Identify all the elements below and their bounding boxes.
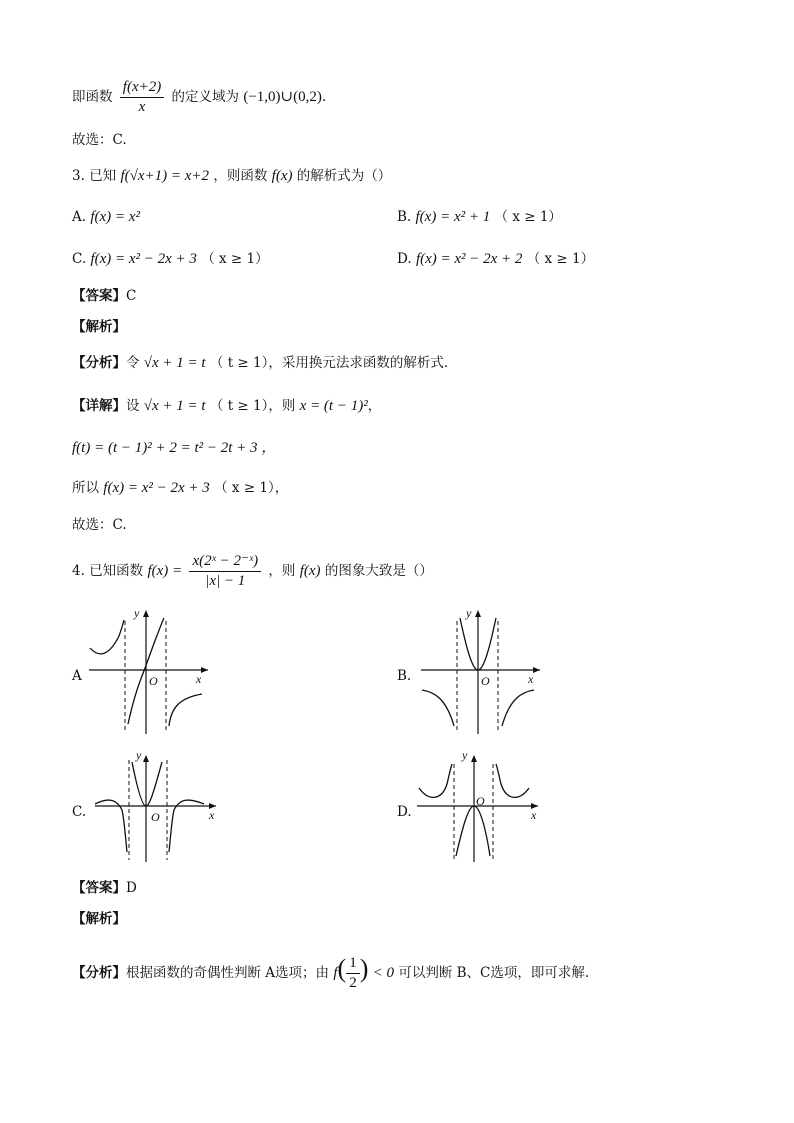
q4-option-a-label: A bbox=[72, 668, 82, 684]
fraction bbox=[189, 552, 261, 591]
text: 根据函数的奇偶性判断 A选项；由 bbox=[126, 965, 330, 981]
math-expression: f(x) bbox=[299, 563, 321, 579]
answer-tag: 【答案】 bbox=[72, 880, 126, 896]
curve-left bbox=[419, 764, 452, 797]
text: 的定义域为 bbox=[171, 89, 240, 105]
text: 的图象大致是（） bbox=[324, 563, 433, 579]
q4-option-b-label: B. bbox=[397, 668, 412, 684]
text: 可以判断 B、C选项，即可求解. bbox=[398, 965, 590, 981]
graph-c-svg bbox=[92, 752, 222, 864]
option-expression: f(x) = x² − 2x + 3 bbox=[90, 251, 197, 267]
question-number: 4. bbox=[72, 563, 85, 579]
math-expression: √x + 1 = t bbox=[143, 398, 206, 414]
x-label: x bbox=[209, 808, 215, 822]
q3-step-2: f(t) = (t − 1)² + 2 = t² − 2t + 3 ， bbox=[72, 440, 277, 456]
curve-right bbox=[502, 690, 534, 726]
option-label: B. bbox=[397, 209, 412, 225]
paren-open: ( bbox=[337, 954, 347, 983]
condition: （ x ≥ 1） bbox=[214, 480, 275, 496]
graph-a-svg bbox=[84, 606, 214, 736]
x-axis-arrow bbox=[533, 667, 540, 673]
fraction-denominator: 2 bbox=[349, 975, 357, 991]
q3-analysis bbox=[72, 353, 448, 373]
x-label: x bbox=[196, 672, 202, 686]
text: ， bbox=[367, 398, 382, 414]
option-label: C. bbox=[72, 251, 87, 267]
q3-option-b bbox=[397, 207, 562, 227]
analysis-tag: 【分析】 bbox=[72, 965, 126, 981]
math-expression: f(x) = x² − 2x + 3 bbox=[103, 480, 210, 496]
text: 所以 bbox=[72, 480, 99, 496]
inequality: < 0 bbox=[372, 965, 395, 981]
answer-tag: 【答案】 bbox=[72, 288, 126, 304]
curve-left bbox=[95, 800, 127, 852]
curve-middle bbox=[132, 762, 162, 806]
graph-b-svg bbox=[416, 606, 546, 736]
text: 的解析式为（） bbox=[296, 168, 392, 184]
math-expression: √x + 1 = t bbox=[143, 355, 206, 371]
fraction-numerator: x(2ˣ − 2⁻ˣ) bbox=[189, 552, 261, 572]
option-expression: f(x) = x² bbox=[90, 209, 140, 225]
answer-value: C bbox=[126, 288, 137, 304]
domain-expression: (−1,0)∪(0,2) bbox=[243, 89, 322, 105]
option-condition: （ x ≥ 1） bbox=[494, 209, 562, 225]
analysis-tag: 【分析】 bbox=[72, 355, 126, 371]
q4-analysis bbox=[72, 954, 589, 993]
option-expression: f(x) = x² + 1 bbox=[415, 209, 491, 225]
math-expression: f(x) bbox=[271, 168, 293, 184]
origin-label: O bbox=[481, 674, 490, 688]
fraction-denominator: x bbox=[138, 99, 146, 115]
domain-conclusion-line bbox=[72, 78, 326, 117]
y-axis-arrow bbox=[143, 610, 149, 617]
fraction-denominator: |x| − 1 bbox=[205, 573, 246, 589]
fraction bbox=[346, 954, 360, 993]
math-expression: x = (t − 1)² bbox=[299, 398, 368, 414]
select-line-1: 故选：C. bbox=[72, 132, 127, 148]
origin-label: O bbox=[151, 810, 160, 824]
function-lhs: f(x) = bbox=[147, 563, 183, 579]
answer-value: D bbox=[126, 880, 137, 896]
q4-graph-c bbox=[92, 748, 222, 864]
q3-answer bbox=[72, 286, 136, 306]
paren-close: ) bbox=[359, 954, 369, 983]
y-label: y bbox=[462, 748, 468, 762]
q4-answer bbox=[72, 878, 137, 898]
option-condition: （ x ≥ 1） bbox=[526, 251, 595, 267]
curve-middle bbox=[456, 806, 490, 856]
question-4 bbox=[72, 552, 433, 591]
q4-graph-a bbox=[84, 606, 214, 736]
y-label: y bbox=[466, 606, 472, 620]
q4-graph-d bbox=[414, 748, 544, 864]
origin-label: O bbox=[149, 674, 158, 688]
y-axis-arrow bbox=[471, 755, 477, 762]
option-expression: f(x) = x² − 2x + 2 bbox=[415, 251, 523, 267]
q4-option-d-label: D. bbox=[397, 804, 412, 820]
detail-tag: 【详解】 bbox=[72, 398, 126, 414]
origin-label: O bbox=[476, 794, 485, 808]
option-label: A. bbox=[72, 209, 87, 225]
select-line-2: 故选：C. bbox=[72, 517, 127, 533]
text: 令 bbox=[126, 355, 140, 371]
text: ，则 bbox=[268, 563, 296, 579]
question-3 bbox=[72, 166, 391, 186]
x-axis-arrow bbox=[201, 667, 208, 673]
q3-option-d bbox=[397, 249, 594, 269]
q4-option-c-label: C. bbox=[72, 804, 87, 820]
x-label: x bbox=[531, 808, 537, 822]
math-f: f bbox=[333, 965, 338, 981]
text: ，则函数 bbox=[213, 168, 268, 184]
fraction-numerator: f(x+2) bbox=[120, 78, 164, 98]
question-number: 3. bbox=[72, 168, 85, 184]
text: 设 bbox=[126, 398, 140, 414]
option-condition: （ x ≥ 1） bbox=[201, 251, 269, 267]
q3-option-a bbox=[72, 207, 140, 227]
text: 即函数 bbox=[72, 89, 113, 105]
condition: （ t ≥ 1） bbox=[209, 355, 269, 371]
math-expression: f(√x+1) = x+2 bbox=[120, 168, 210, 184]
q4-jiexi-tag: 【解析】 bbox=[72, 911, 126, 927]
fraction bbox=[120, 78, 164, 117]
curve-right bbox=[169, 694, 202, 726]
text: 已知 bbox=[89, 168, 117, 184]
y-axis-arrow bbox=[143, 755, 149, 762]
text: ，采用换元法求函数的解析式. bbox=[268, 355, 449, 371]
text: . bbox=[321, 89, 327, 105]
y-axis-arrow bbox=[475, 610, 481, 617]
x-label: x bbox=[528, 672, 534, 686]
q3-detail bbox=[72, 396, 381, 416]
fraction-numerator: 1 bbox=[346, 954, 360, 974]
q3-step-3 bbox=[72, 478, 288, 498]
q3-jiexi-tag: 【解析】 bbox=[72, 319, 126, 335]
curve-left bbox=[90, 620, 124, 654]
text: 已知函数 bbox=[89, 563, 144, 579]
curve-right bbox=[496, 764, 529, 797]
q3-option-c bbox=[72, 249, 269, 269]
y-label: y bbox=[136, 748, 142, 762]
curve-left bbox=[422, 690, 454, 726]
q4-graph-b bbox=[416, 606, 546, 736]
text: ，则 bbox=[268, 398, 296, 414]
condition: （ t ≥ 1） bbox=[209, 398, 269, 414]
y-label: y bbox=[134, 606, 140, 620]
curve-right bbox=[169, 800, 204, 852]
text: ， bbox=[274, 480, 289, 496]
option-label: D. bbox=[397, 251, 412, 267]
